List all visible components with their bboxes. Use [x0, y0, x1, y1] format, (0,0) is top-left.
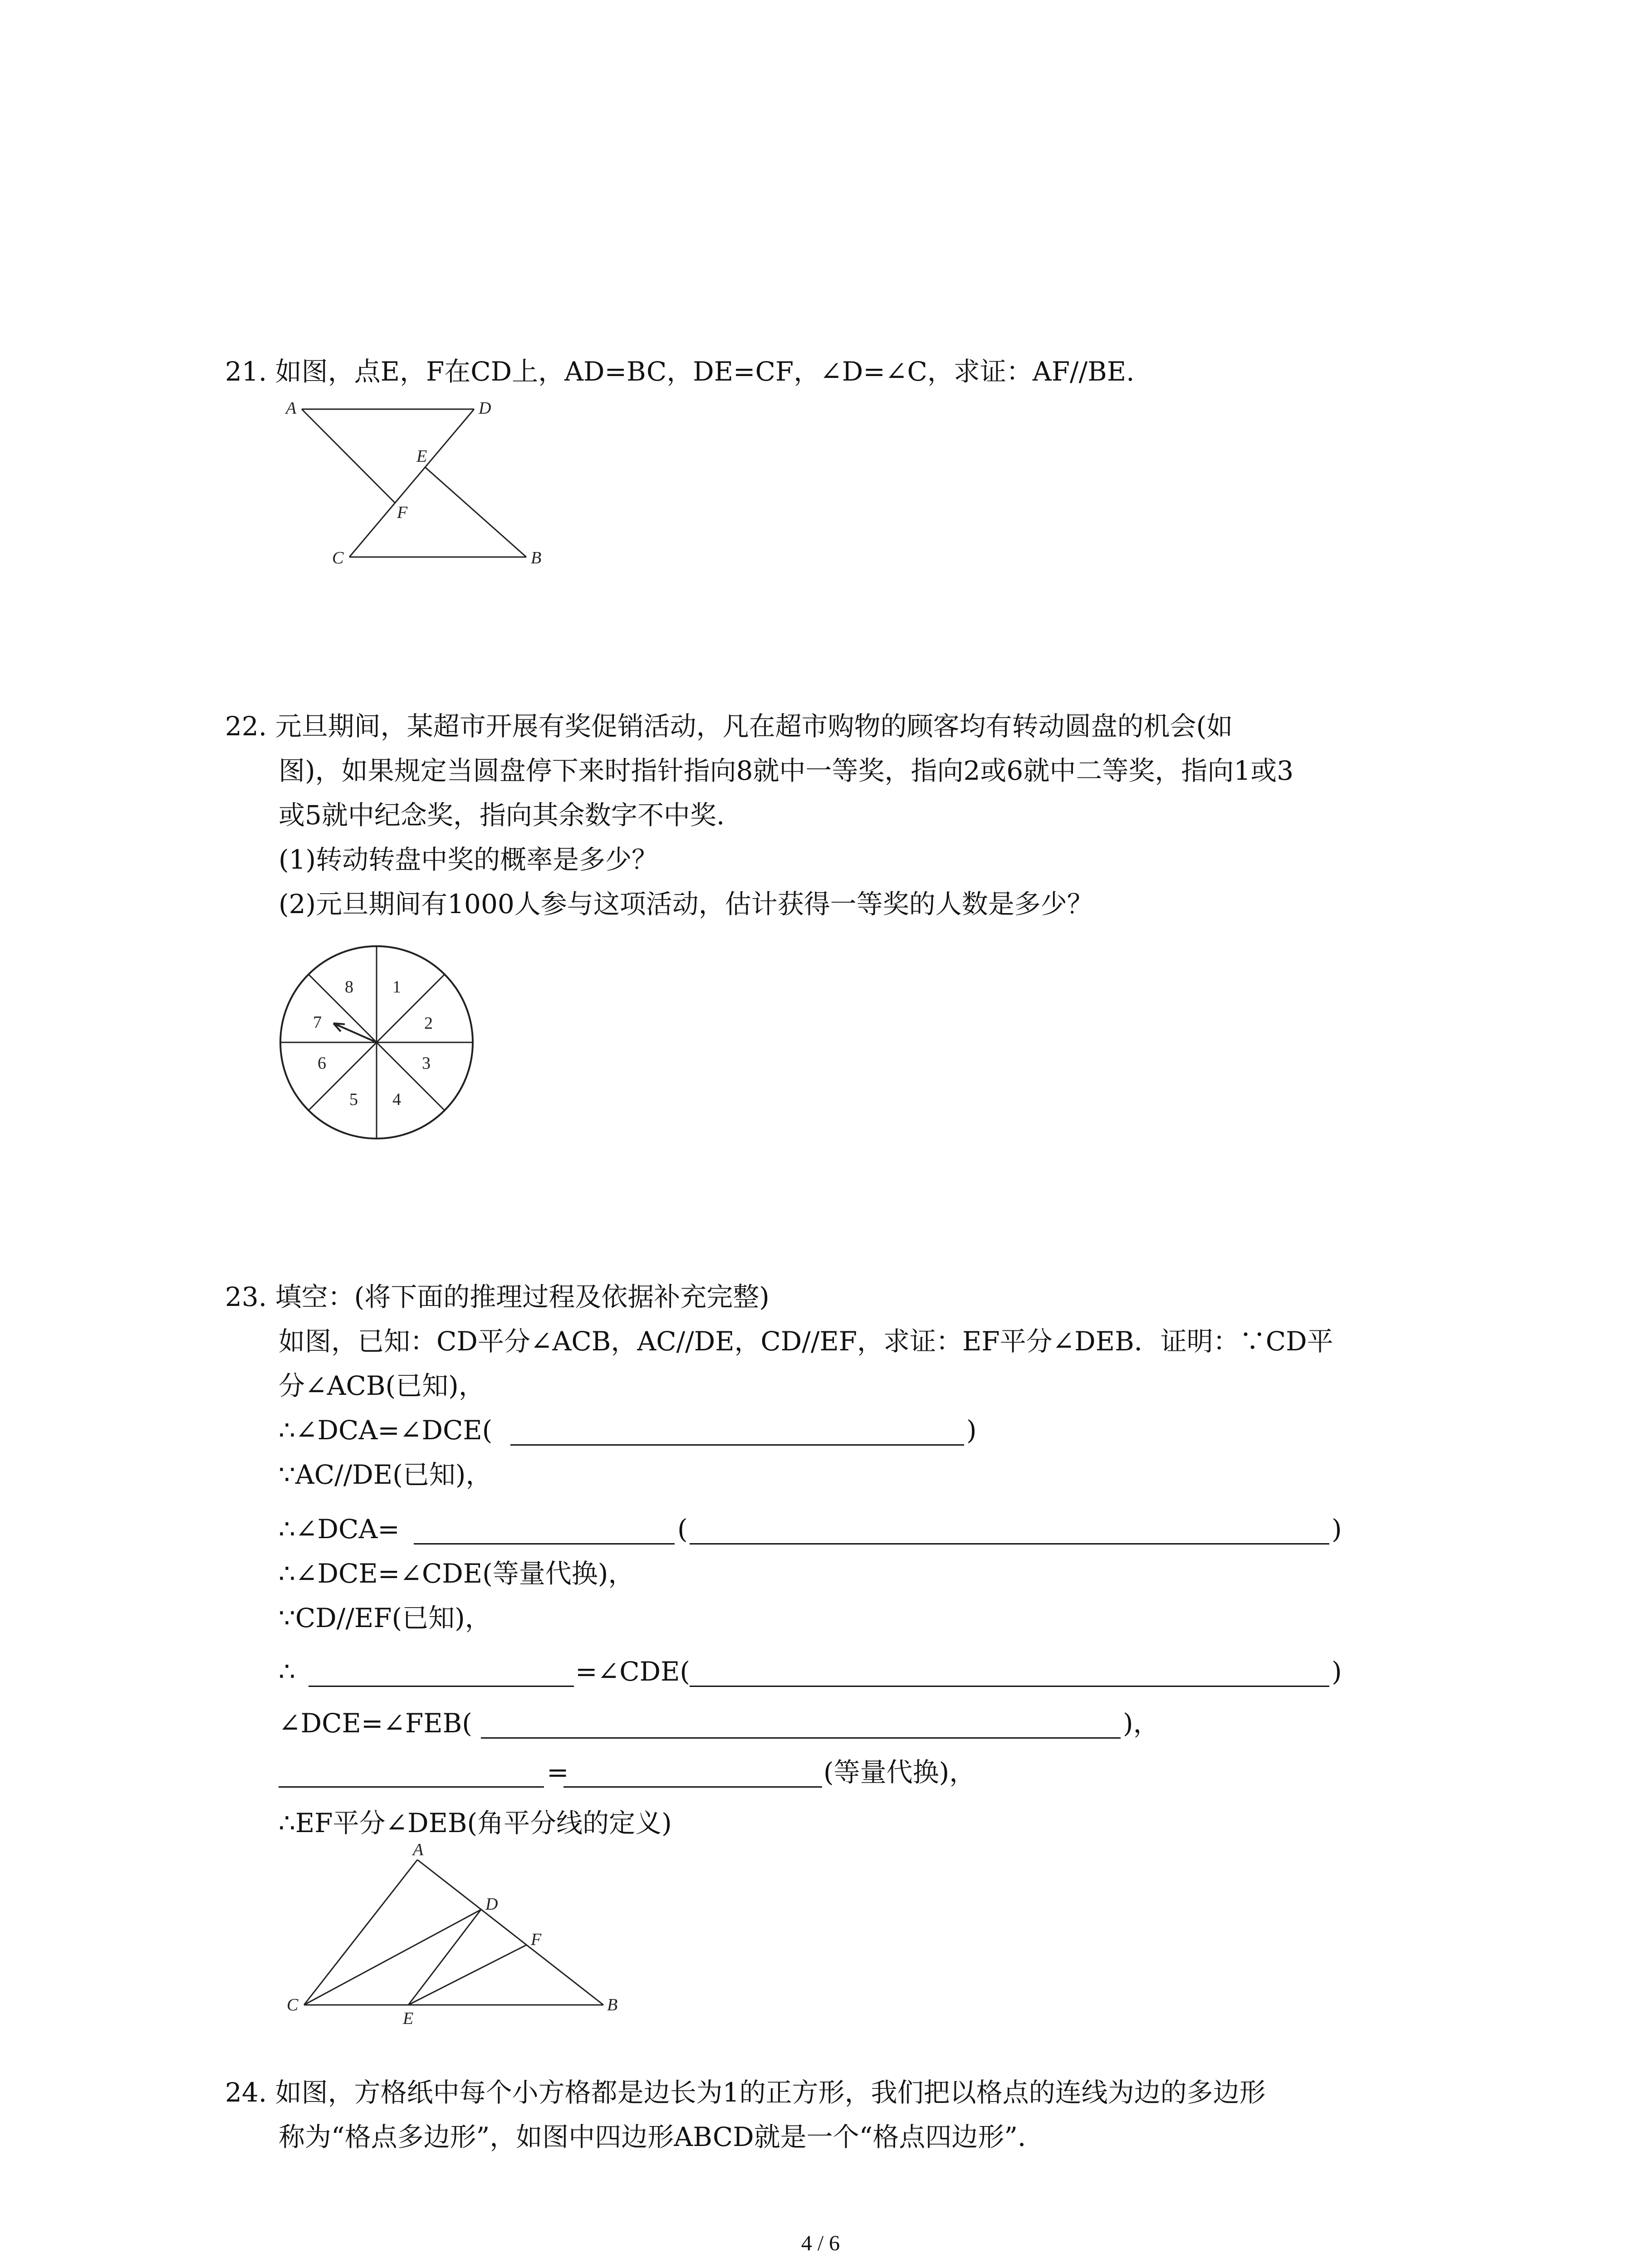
- q23-blank-1[interactable]: [510, 1444, 964, 1446]
- q23-title: 23. 填空：(将下面的推理过程及依据补充完整): [225, 1281, 769, 1312]
- sector-3: 3: [422, 1054, 431, 1073]
- q23-step-2: ∵AC//DE(已知)，: [279, 1459, 492, 1490]
- q23-step-3-c: ): [1332, 1514, 1342, 1545]
- sector-8: 8: [345, 978, 353, 997]
- q23-step-9: ∴EF平分∠DEB(角平分线的定义): [279, 1808, 672, 1838]
- q23-step-3-b: (: [677, 1514, 688, 1545]
- q23-label-d: D: [485, 1895, 498, 1914]
- q23-step-6-a: ∴: [279, 1656, 295, 1687]
- q23-step-4: ∴∠DCE=∠CDE(等量代换)，: [279, 1558, 635, 1589]
- q23-step-7-b: )，: [1123, 1708, 1160, 1739]
- sector-1: 1: [392, 978, 401, 997]
- q23-step-5: ∵CD//EF(已知)，: [279, 1603, 491, 1633]
- sector-7: 7: [313, 1013, 322, 1032]
- q23-step-1-a: ∴∠DCA=∠DCE(: [279, 1415, 493, 1446]
- q23-figure: [281, 1840, 626, 2028]
- q23-stem-2: 分∠ACB(已知)，: [279, 1370, 485, 1401]
- q23-blank-7[interactable]: [279, 1786, 544, 1788]
- q21-label-a: A: [286, 399, 297, 418]
- q23-stem-1: 如图，已知：CD平分∠ACB，AC//DE，CD//EF，求证：EF平分∠DEB．证明：∵CD平: [279, 1326, 1333, 1357]
- q23-step-8-b: (等量代换)，: [823, 1757, 976, 1788]
- spinner-pointer: [333, 1023, 377, 1042]
- q21-label-e: E: [416, 447, 427, 466]
- q22-line-1: 22. 元旦期间，某超市开展有奖促销活动，凡在超市购物的顾客均有转动圆盘的机会(如: [225, 711, 1233, 742]
- q23-step-1-b: ): [966, 1415, 977, 1446]
- q23-label-a: A: [413, 1840, 424, 1859]
- q23-step-7-a: ∠DCE=∠FEB(: [279, 1708, 472, 1739]
- q22-sub-1: (1)转动转盘中奖的概率是多少？: [279, 844, 658, 875]
- q24-line-2: 称为“格点多边形”，如图中四边形ABCD就是一个“格点四边形”．: [279, 2121, 1044, 2152]
- q21-label-c: C: [332, 548, 344, 567]
- q22-line-2: 图)，如果规定当圆盘停下来时指针指向8就中一等奖，指向2或6就中二等奖，指向1或3: [279, 755, 1294, 786]
- q21-label-b: B: [531, 548, 542, 567]
- q21-text: 21. 如图，点E，F在CD上，AD=BC，DE=CF，∠D=∠C，求证：AF//BE.: [225, 356, 1135, 387]
- q23-label-f: F: [531, 1930, 542, 1949]
- q23-label-e: E: [403, 2009, 414, 2028]
- q23-step-6-b: =∠CDE(: [575, 1656, 691, 1687]
- q23-step-8-a: =: [547, 1757, 569, 1788]
- sector-5: 5: [349, 1090, 358, 1109]
- q23-blank-8[interactable]: [563, 1786, 822, 1788]
- q23-blank-6[interactable]: [481, 1737, 1121, 1739]
- q23-blank-4[interactable]: [309, 1686, 574, 1687]
- page-number: 4 / 6: [801, 2231, 840, 2255]
- q22-sub-2: (2)元旦期间有1000人参与这项活动，估计获得一等奖的人数是多少？: [279, 889, 1093, 919]
- sector-2: 2: [424, 1014, 433, 1033]
- q23-blank-2[interactable]: [414, 1543, 675, 1545]
- q23-label-b: B: [607, 1995, 618, 2014]
- q21-label-f: F: [397, 503, 408, 522]
- q23-label-c: C: [287, 1995, 299, 2014]
- q21-figure: [272, 390, 563, 581]
- q23-step-3-a: ∴∠DCA=: [279, 1514, 400, 1545]
- q22-line-3: 或5就中纪念奖，指向其余数字不中奖.: [279, 800, 725, 831]
- q21-label-d: D: [479, 399, 491, 418]
- sector-6: 6: [318, 1054, 326, 1073]
- q22-spinner: [277, 943, 476, 1142]
- q23-blank-3[interactable]: [690, 1543, 1329, 1545]
- q24-line-1: 24. 如图，方格纸中每个小方格都是边长为1的正方形，我们把以格点的连线为边的多边形: [225, 2077, 1266, 2108]
- sector-4: 4: [392, 1090, 401, 1109]
- q23-step-6-c: ): [1332, 1656, 1342, 1687]
- q23-blank-5[interactable]: [690, 1686, 1329, 1687]
